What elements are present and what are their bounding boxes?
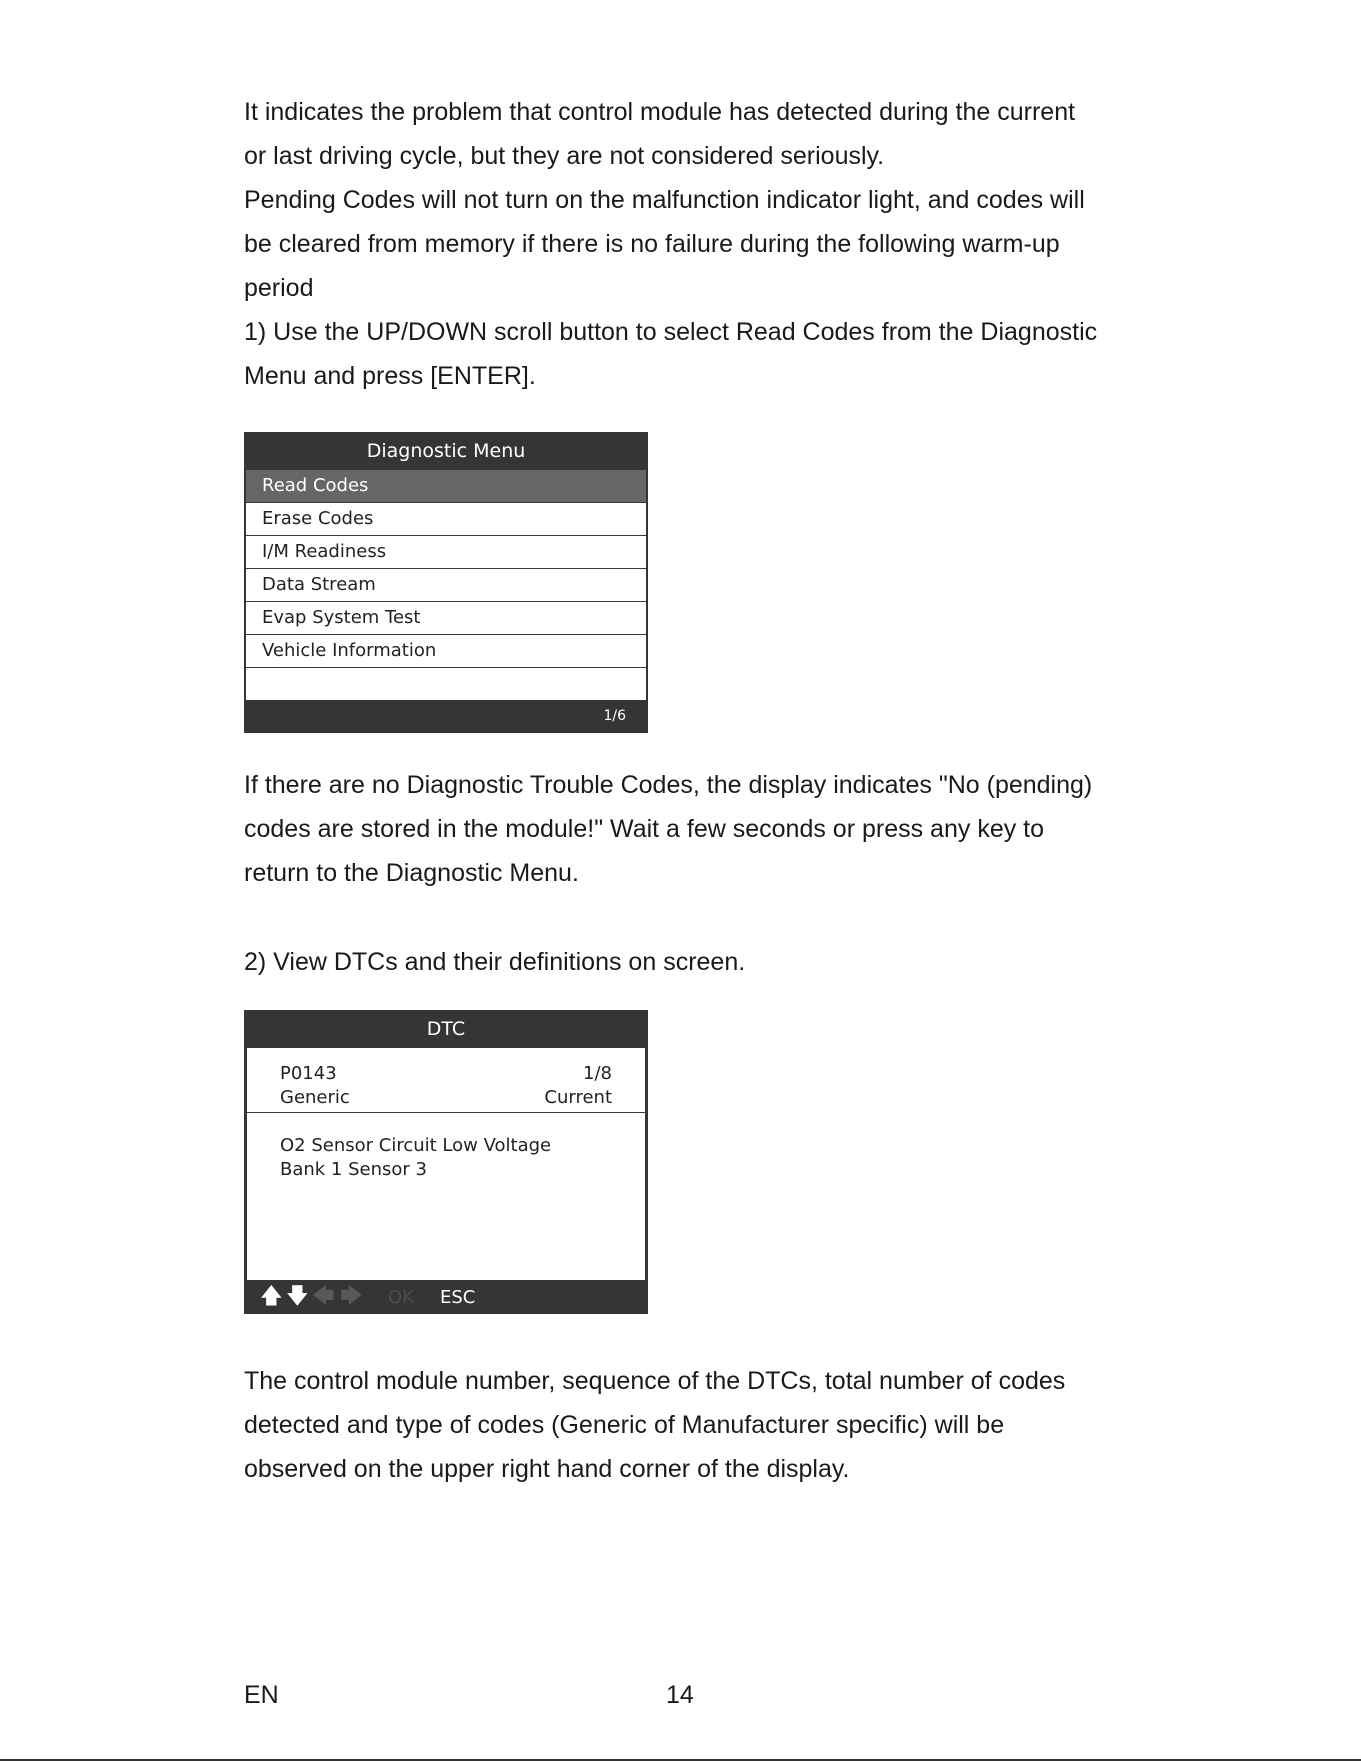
dtc-status: Current: [544, 1087, 612, 1108]
text-line: Pending Codes will not turn on the malfunction indicator light, and codes will: [244, 186, 1085, 214]
dtc-footer: [244, 1280, 648, 1314]
menu-list: [246, 470, 646, 700]
text-line: period: [244, 274, 314, 302]
dtc-body: [247, 1048, 645, 1280]
text-line: codes are stored in the module!" Wait a few seconds or press any key to: [244, 815, 1045, 843]
arrow-down-icon[interactable]: 🡇: [286, 1284, 309, 1309]
page-number: 14: [666, 1681, 694, 1709]
control-module-paragraph: [244, 1359, 1144, 1491]
arrow-left-icon[interactable]: 🡄: [312, 1284, 335, 1309]
screen-title: Diagnostic Menu: [366, 440, 526, 462]
text-line: or last driving cycle, but they are not considered seriously.: [244, 142, 885, 170]
dtc-count: 1/8: [583, 1063, 612, 1084]
dtc-code-row: [280, 1062, 612, 1086]
esc-button[interactable]: ESC: [440, 1287, 476, 1308]
page-indicator: 1/6: [603, 708, 626, 724]
dtc-type-row: [280, 1086, 612, 1110]
menu-item-im-readiness[interactable]: I/M Readiness: [246, 536, 646, 569]
divider: [247, 1112, 645, 1113]
text-line: be cleared from memory if there is no failure during the following warm-up: [244, 230, 1060, 258]
text-line: return to the Diagnostic Menu.: [244, 859, 579, 887]
diagnostic-menu-screen: [244, 432, 648, 733]
dtc-screen: [244, 1010, 648, 1314]
menu-item-erase-codes[interactable]: Erase Codes: [246, 503, 646, 536]
text-line: It indicates the problem that control module has detected during the current: [244, 98, 1076, 126]
arrow-up-icon[interactable]: 🡅: [260, 1284, 283, 1309]
text-line: Menu and press [ENTER].: [244, 362, 536, 390]
text-line: If there are no Diagnostic Trouble Codes, the display indicates "No (pending): [244, 771, 1093, 799]
screen-footer: [244, 700, 648, 733]
dtc-code: P0143: [280, 1063, 337, 1084]
arrow-right-icon[interactable]: 🡆: [340, 1284, 363, 1309]
text-line: The control module number, sequence of the DTCs, total number of codes: [244, 1367, 1066, 1395]
menu-item-vehicle-information[interactable]: Vehicle Information: [246, 635, 646, 668]
text-line: observed on the upper right hand corner of the display.: [244, 1455, 850, 1483]
dtc-description-line: Bank 1 Sensor 3: [280, 1159, 427, 1180]
dtc-description-line: O2 Sensor Circuit Low Voltage: [280, 1135, 552, 1156]
intro-paragraph: [244, 90, 1144, 398]
menu-item-data-stream[interactable]: Data Stream: [246, 569, 646, 602]
screen-title: DTC: [426, 1018, 466, 1040]
step2-paragraph: [244, 940, 1144, 984]
dtc-type: Generic: [280, 1087, 350, 1108]
text-line: detected and type of codes (Generic of Manufacturer specific) will be: [244, 1411, 1005, 1439]
no-codes-paragraph: [244, 763, 1144, 895]
ok-button[interactable]: OK: [388, 1287, 414, 1308]
text-line: 1) Use the UP/DOWN scroll button to select Read Codes from the Diagnostic: [244, 318, 1098, 346]
menu-item-read-codes[interactable]: Read Codes: [246, 470, 646, 503]
menu-item-evap-system-test[interactable]: Evap System Test: [246, 602, 646, 635]
footer-language: EN: [244, 1681, 279, 1709]
text-line: 2) View DTCs and their definitions on screen.: [244, 948, 746, 976]
menu-item-empty: [246, 668, 646, 700]
